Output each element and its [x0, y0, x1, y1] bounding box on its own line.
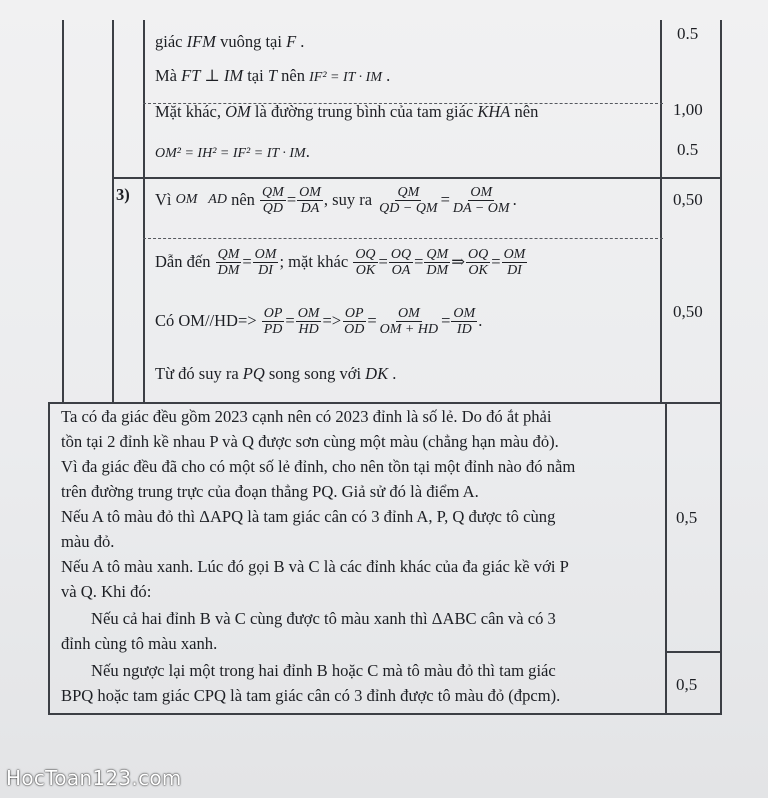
row-divider [143, 238, 663, 239]
score-value: 0,50 [673, 190, 703, 209]
part-3-label: 3) [116, 185, 130, 204]
proof-line-3: Mặt khác, OM là đường trung bình của tam giác KHA nên [155, 102, 539, 121]
q5-line: Nếu A tô màu xanh. Lúc đó gọi B và C là các đỉnh khác của đa giác kề với P [61, 557, 569, 576]
score-value: 0,50 [673, 302, 703, 321]
table-border-score [660, 20, 662, 403]
q5-line: tồn tại 2 đỉnh kề nhau P và Q được sơn cùng một màu (chẳng hạn màu đỏ). [61, 432, 559, 451]
row-divider [112, 177, 722, 179]
proof-line-1: giác IFM vuông tại F . [155, 32, 305, 51]
proof-line-4: OM² = IH² = IF² = IT · IM. [155, 142, 310, 161]
q5-line: Ta có đa giác đều gồm 2023 cạnh nên có 2023 đỉnh là số lẻ. Do đó ắt phải [61, 407, 552, 426]
proof-line-2: Mà FT ⊥ IM tại T nên IF² = IT · IM . [155, 66, 391, 85]
q5-line: trên đường trung trực của đoạn thẳng PQ. Giả sử đó là điểm A. [61, 482, 479, 501]
q5-line: màu đỏ. [61, 532, 115, 551]
q5-line: Nếu cả hai đỉnh B và C cùng được tô màu xanh thì ΔABC cân và có 3 [91, 609, 556, 628]
table-border-q5-right [720, 402, 722, 714]
q5-score-divider [665, 651, 721, 653]
score-value: 0.5 [677, 24, 699, 43]
table-border-content [143, 20, 145, 403]
proof-line-7: Có OM//HD=> $\frac{OP}{PD}$ = $\frac{OM}{HD}$ => $\frac{OP}{OD}$ = $\frac{OM}{OM + HD}$ = $\frac{OM}{ID}$ . [155, 305, 483, 337]
score-value: 0,5 [676, 508, 698, 527]
table-border-left-outer [62, 20, 64, 403]
table-border-q5-left [48, 402, 50, 714]
q5-line: và Q. Khi đó: [61, 582, 152, 601]
proof-line-8: Từ đó suy ra PQ song song với DK . [155, 364, 397, 383]
proof-line-5: Vì OM⃞AD nên $\frac{QM}{QD}$ = $\frac{OM}{DA}$ , suy ra $\frac{QM}{QD - QM}$ = $\frac{OM}{DA - OM}$ . [155, 184, 517, 216]
table-border-right [720, 20, 722, 403]
q5-line: Nếu A tô màu đỏ thì ΔAPQ là tam giác cân có 3 đỉnh A, P, Q được tô cùng [61, 507, 556, 526]
table-border-q5-top [48, 402, 722, 404]
table-border-left-inner [112, 20, 114, 403]
table-border-q5-bottom [48, 713, 722, 715]
table-border-q5-score [665, 402, 667, 714]
score-value: 1,00 [673, 100, 703, 119]
proof-line-6: Dẫn đến $\frac{QM}{DM}$ = $\frac{OM}{DI}$ ; mặt khác $\frac{OQ}{OK}$ = $\frac{OQ}{OA}$ = $\frac{QM}{DM}$ ⇒ $\frac{OQ}{OK}$ = $\frac{OM}{DI}$ [155, 246, 526, 278]
watermark: HocToan123.com [6, 766, 182, 790]
score-value: 0.5 [677, 140, 699, 159]
q5-line: đỉnh cùng tô màu xanh. [61, 634, 218, 653]
q5-line: Nếu ngược lại một trong hai đỉnh B hoặc C mà tô màu đỏ thì tam giác [91, 661, 556, 680]
score-value: 0,5 [676, 675, 698, 694]
q5-line: BPQ hoặc tam giác CPQ là tam giác cân có 3 đỉnh được tô màu đỏ (đpcm). [61, 686, 561, 705]
q5-line: Vì đa giác đều đã cho có một số lẻ đỉnh, cho nên tồn tại một đỉnh nào đó nằm [61, 457, 576, 476]
